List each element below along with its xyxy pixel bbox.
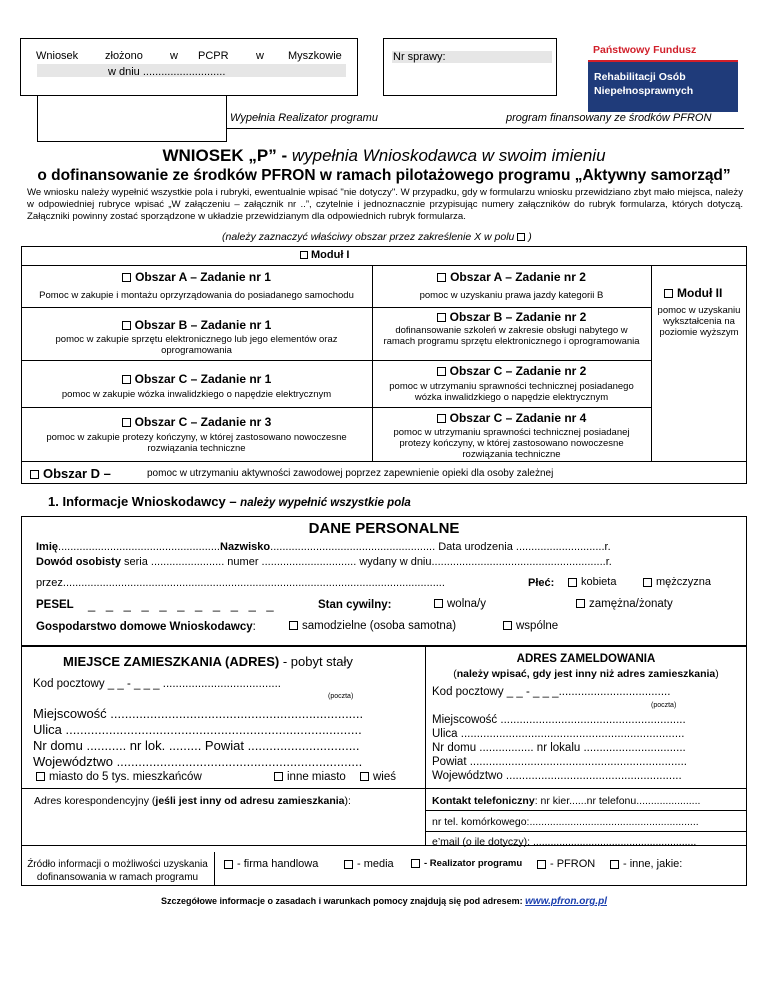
header-w2: złożono	[105, 50, 143, 62]
checkbox-icon[interactable]	[122, 418, 131, 427]
residence-town[interactable]: Miejscowość ......................................................................	[33, 706, 364, 721]
area-a-task-1-desc: Pomoc w zakupie i montażu oprzyrządowania do posiadanego samochodu	[39, 290, 354, 301]
checkbox-icon[interactable]	[576, 599, 585, 608]
header-fill-note: Wypełnia Realizator programu	[230, 112, 378, 124]
header-w3: w	[170, 50, 178, 62]
header-w5: w	[256, 50, 264, 62]
area-c-task-4[interactable]: Obszar C – Zadanie nr 4	[372, 411, 651, 425]
area-a-task-2-desc: pomoc w uzyskaniu prawa jazdy kategorii B	[419, 290, 604, 301]
header-date: w dniu ...........................	[108, 66, 226, 78]
registration-county[interactable]: Powiat ....................................................................	[432, 756, 687, 768]
id-row[interactable]: Dowód osobisty seria ........................ numer ............................... wydany w dniu.........................................................r.	[36, 556, 612, 568]
pesel-field[interactable]: _ _ _ _ _ _ _ _ _ _ _	[88, 597, 276, 612]
checkbox-icon[interactable]	[568, 578, 577, 587]
locality-small-town[interactable]: miasto do 5 tys. mieszkańców	[36, 771, 202, 783]
residence-postcode[interactable]: Kod pocztowy _ _ - _ _ _ .....................................	[33, 678, 281, 690]
checkbox-icon[interactable]	[289, 621, 298, 630]
source-pfron[interactable]: - PFRON	[537, 858, 595, 870]
case-number-label: Nr sprawy:	[393, 51, 446, 63]
area-c-task-2-desc: pomoc w utrzymaniu sprawności technicznej posiadanego wózka inwalidzkiego o napędzie elektrycznym	[389, 381, 634, 403]
checkbox-icon[interactable]	[224, 860, 233, 869]
registration-note: (należy wpisać, gdy jest inny niż adres zamieszkania)	[453, 668, 719, 680]
checkbox-icon[interactable]	[122, 273, 131, 282]
area-d[interactable]: Obszar D –	[30, 466, 111, 481]
area-c-task-3-desc: pomoc w zakupie protezy kończyny, w której zastosowano nowoczesne rozwiązania techniczne	[46, 432, 347, 454]
checkbox-icon[interactable]	[344, 860, 353, 869]
gender-label: Płeć:	[528, 577, 555, 589]
form-title-main: WNIOSEK „P” -	[162, 146, 292, 165]
marital-label: Stan cywilny:	[318, 599, 392, 611]
registration-voivodeship[interactable]: Województwo .......................................................	[432, 770, 682, 782]
residence-house-number[interactable]: Nr domu ........... nr lok. ......... Powiat ...............................	[33, 738, 360, 753]
residence-post-office-label: (poczta)	[328, 693, 354, 700]
checkbox-icon[interactable]	[434, 599, 443, 608]
gender-male[interactable]: mężczyzna	[643, 576, 711, 588]
checkbox-icon[interactable]	[411, 859, 420, 868]
household-label: Gospodarstwo domowe Wnioskodawcy:	[36, 621, 256, 633]
logo-line2: Rehabilitacji Osób	[594, 71, 686, 83]
checkbox-icon[interactable]	[610, 860, 619, 869]
household-single[interactable]: samodzielne (osoba samotna)	[289, 620, 456, 632]
pesel-label: PESEL	[36, 599, 74, 611]
checkbox-icon[interactable]	[503, 621, 512, 630]
header-lower-box	[37, 96, 227, 142]
phone-field[interactable]: Kontakt telefoniczny: nr kier......nr telefonu......................	[432, 795, 701, 807]
header-financing-note: program finansowany ze środków PFRON	[506, 112, 712, 124]
checkbox-icon[interactable]	[437, 273, 446, 282]
registration-town[interactable]: Miejscowość ..........................................................	[432, 714, 686, 726]
pfron-link[interactable]: www.pfron.org.pl	[525, 896, 607, 907]
area-a-task-1[interactable]: Obszar A – Zadanie nr 1	[21, 270, 372, 284]
personal-data-heading: DANE PERSONALNE	[308, 520, 460, 537]
registration-house-number[interactable]: Nr domu ................. nr lokalu ................................	[432, 742, 686, 754]
area-b-task-2-desc: dofinansowanie szkoleń w zakresie obsługi nabytego w ramach programu sprzętu elektronicznego i oprogramowania	[383, 325, 640, 347]
logo-line3: Niepełnosprawnych	[594, 85, 694, 97]
checkbox-icon[interactable]	[122, 375, 131, 384]
mobile-field[interactable]: nr tel. komórkowego:..........................................................	[432, 816, 699, 828]
module-2-desc: pomoc w uzyskaniu wykształcenia na poziomie wyższym	[657, 305, 741, 338]
source-label: Źródło informacji o możliwości uzyskania dofinansowania w ramach programu	[27, 859, 208, 883]
correspondence-address[interactable]: Adres korespondencyjny (jeśli jest inny od adresu zamieszkania):	[34, 795, 351, 807]
header-w1: Wniosek	[36, 50, 79, 62]
name-row[interactable]: Imię.....................................................Nazwisko...................................................... Data urodzenia .............................r.	[36, 541, 611, 553]
checkbox-icon[interactable]	[437, 367, 446, 376]
registration-postcode[interactable]: Kod pocztowy _ _ - _ _ _...................................	[432, 686, 671, 698]
registration-street[interactable]: Ulica ......................................................................	[432, 728, 685, 740]
residence-heading: MIEJSCE ZAMIESZKANIA (ADRES) - pobyt stały	[63, 654, 353, 669]
header-w4: PCPR	[198, 50, 229, 62]
area-b-task-2[interactable]: Obszar B – Zadanie nr 2	[372, 310, 651, 324]
form-title	[0, 146, 768, 166]
marital-married[interactable]: zamężna/żonaty	[576, 598, 673, 610]
area-c-task-1[interactable]: Obszar C – Zadanie nr 1	[21, 372, 372, 386]
area-b-task-1[interactable]: Obszar B – Zadanie nr 1	[21, 318, 372, 332]
section-1-title: 1. Informacje Wnioskodawcy – należy wypełnić wszystkie pola	[48, 494, 411, 509]
checkbox-icon[interactable]	[300, 251, 308, 259]
case-number-box	[383, 38, 557, 96]
area-c-task-4-desc: pomoc w utrzymaniu sprawności technicznej posiadanej protezy kończyny, w której zastosowano nowoczesne rozwiązania techniczne	[393, 427, 630, 460]
issued-by-field[interactable]: przez.............................................................................................................................	[36, 577, 445, 589]
marital-single[interactable]: wolna/y	[434, 598, 486, 610]
instructions: We wniosku należy wypełnić wszystkie pola i rubryki, ewentualnie wpisać "nie dotyczy". W przypadku, gdy w formularzu wniosku przewidziano zbyt mało miejsca, należy w odpowiedniej rubryce wpisać „W załączeniu – załącznik nr ..”, czytelnie i jednoznacznie przypisując numery załączników do rubryk formularza, których dotyczą. Załączniki powinny zostać sporządzone w układzie przewidzianym dla odpowiednich rubryk formularza.	[27, 187, 743, 222]
registration-heading: ADRES ZAMELDOWANIA	[516, 653, 656, 665]
checkbox-icon[interactable]	[122, 321, 131, 330]
logo-line1: Państwowy Fundusz	[593, 44, 697, 56]
checkbox-icon[interactable]	[643, 578, 652, 587]
checkbox-icon[interactable]	[274, 772, 283, 781]
area-c-task-1-desc: pomoc w zakupie wózka inwalidzkiego o napędzie elektrycznym	[61, 389, 332, 400]
source-media[interactable]: - media	[344, 858, 394, 870]
area-a-task-2[interactable]: Obszar A – Zadanie nr 2	[372, 270, 651, 284]
area-d-desc: pomoc w utrzymaniu aktywności zawodowej poprzez zapewnienie opieki dla osoby zależnej	[147, 468, 554, 479]
module-1[interactable]: Moduł I	[300, 249, 350, 261]
locality-village[interactable]: wieś	[360, 771, 396, 783]
registration-post-office-label: (poczta)	[651, 702, 677, 709]
locality-other-town[interactable]: inne miasto	[274, 771, 346, 783]
residence-street[interactable]: Ulica ..................................................................................	[33, 722, 362, 737]
email-field[interactable]: e’mail (o ile dotyczy): ........................................................	[432, 836, 697, 848]
pfron-logo	[588, 40, 738, 112]
module-2[interactable]: Moduł II	[664, 286, 722, 300]
area-c-task-3[interactable]: Obszar C – Zadanie nr 3	[21, 415, 372, 429]
mark-note: (należy zaznaczyć właściwy obszar przez zakreślenie X w polu )	[222, 231, 532, 243]
header-w6: Myszkowie	[288, 50, 342, 62]
checkbox-icon[interactable]	[360, 772, 369, 781]
checkbox-icon[interactable]	[437, 414, 446, 423]
form-title-italic: wypełnia Wnioskodawca w swoim imieniu	[291, 146, 606, 165]
checkbox-icon[interactable]	[537, 860, 546, 869]
checkbox-icon[interactable]	[664, 289, 673, 298]
residence-voivodeship[interactable]: Województwo ....................................................................	[33, 754, 363, 769]
gender-female[interactable]: kobieta	[568, 576, 616, 588]
source-realizer[interactable]: - Realizator programu	[411, 858, 522, 869]
area-b-task-1-desc: pomoc w zakupie sprzętu elektronicznego lub jego elementów oraz oprogramowania	[55, 334, 338, 356]
source-other[interactable]: - inne, jakie:	[610, 858, 682, 870]
checkbox-icon[interactable]	[437, 313, 446, 322]
checkbox-icon[interactable]	[36, 772, 45, 781]
source-shop[interactable]: - firma handlowa	[224, 858, 318, 870]
area-c-task-2[interactable]: Obszar C – Zadanie nr 2	[372, 364, 651, 378]
checkbox-icon[interactable]	[30, 470, 39, 479]
sample-checkbox-icon	[517, 233, 525, 241]
form-subtitle: o dofinansowanie ze środków PFRON w ramach pilotażowego programu „Aktywny samorząd”	[37, 167, 731, 184]
footer-note: Szczegółowe informacje o zasadach i warunkach pomocy znajdują się pod adresem: www.pfron.org.pl	[161, 896, 607, 907]
household-shared[interactable]: wspólne	[503, 620, 558, 632]
